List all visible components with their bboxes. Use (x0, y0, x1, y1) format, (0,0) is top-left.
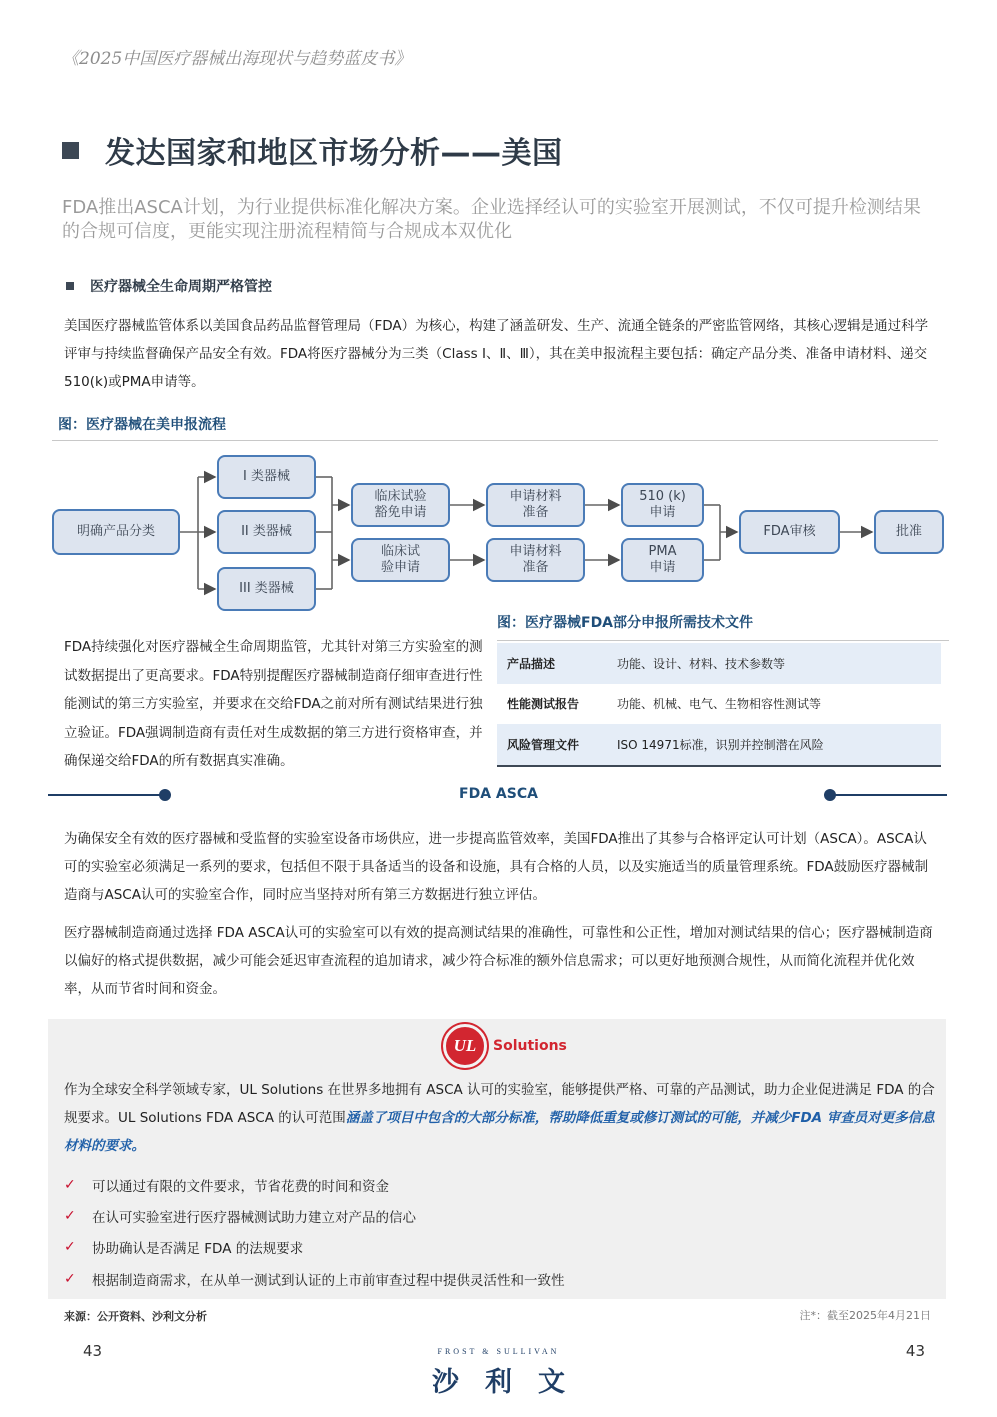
flow-node-clinical-exempt: 临床试验豁免申请 (351, 483, 450, 527)
ul-benefit-list (64, 1169, 924, 1294)
date-note: 注*：截至2025年4月21日 (799, 1309, 931, 1322)
ul-logo-mark: UL (443, 1024, 487, 1068)
brand-logo-chinese: 沙利文 (432, 1367, 591, 1398)
table-row (497, 724, 941, 765)
flow-node-materials-b: 申请材料准备 (486, 538, 585, 582)
table-cell-value: 功能、机械、电气、生物相容性测试等 (617, 697, 822, 712)
ul-paragraph-highlight: 涵盖了项目中包含的大部分标准，帮助降低重复或修订测试的可能，并减少FDA 审查员对更多信息材料的要求。 (64, 1110, 935, 1154)
table-cell-value: ISO 14971标准，识别并控制潜在风险 (617, 737, 824, 752)
page-number-right: 43 (905, 1342, 925, 1360)
document-header-title: 《2025中国医疗器械出海现状与趋势蓝皮书》 (62, 49, 412, 69)
tech-docs-table (497, 643, 941, 767)
subsection-heading-text: 医疗器械全生命周期严格管控 (90, 279, 272, 295)
ul-paragraph (64, 1076, 938, 1160)
section-title-text: 发达国家和地区市场分析——美国 (105, 136, 563, 171)
table-row (497, 684, 941, 725)
table-cell-label: 产品描述 (507, 656, 556, 671)
check-icon: ✓ (64, 1270, 76, 1287)
table-cell-value: 功能、设计、材料、技术参数等 (617, 656, 786, 671)
flowchart (0, 0, 997, 620)
divider-line-right (830, 794, 947, 796)
list-item (64, 1200, 924, 1231)
flow-node-pma: PMA申请 (621, 538, 704, 582)
flow-node-approve: 批准 (874, 510, 944, 554)
flow-node-classify: 明确产品分类 (52, 509, 180, 555)
list-item (64, 1232, 924, 1263)
ul-paragraph-plain: 作为全球安全科学领域专家，UL Solutions 在世界多地拥有 ASCA 认可的实验室，能够提供严格、可靠的产品测试，助力企业促进满足 FDA 的合规要求。UL Solutions FDA ASCA 的认可范围 (64, 1082, 935, 1126)
list-item-text: 协助确认是否满足 FDA 的法规要求 (92, 1241, 304, 1258)
table-row (497, 643, 941, 684)
fda-oversight-paragraph: FDA持续强化对医疗器械全生命周期监管，尤其针对第三方实验室的测试数据提出了更高要求。FDA特别提醒医疗器械制造商仔细审查进行性能测试的第三方实验室，并要求在交给FDA之前对所有测试结果进行独立验证。FDA强调制造商有责任对生成数据的第三方进行资格审查，并确保递交给FDA的所有数据真实准确。 (64, 639, 483, 769)
lead-summary: FDA推出ASCA计划，为行业提供标准化解决方案。企业选择经认可的实验室开展测试，不仅可提升检测结果的合规可信度，更能实现注册流程精简与合规成本双优化 (62, 197, 921, 242)
asca-paragraph-2: 医疗器械制造商通过选择 FDA ASCA认可的实验室可以有效的提高测试结果的准确性，可靠性和公正性，增加对测试结果的信心；医疗器械制造商以偏好的格式提供数据，减少可能会延迟审查流程的追加请求，减少符合标准的额外信息需求；可以更好地预测合规性，从而简化流程并优化效率，从而节省时间和资金。 (64, 925, 933, 997)
asca-paragraph-1: 为确保安全有效的医疗器械和受监督的实验室设备市场供应，进一步提高监管效率，美国FDA推出了其参与合格评定认可计划（ASCA）。ASCA认可的实验室必须满足一系列的要求，包括但不限于具备适当的设备和设施，具有合格的人员，以及实施适当的质量管理系统。FDA鼓励医疗器械制造商与ASCA认可的实验室合作，同时应当坚持对所有第三方数据进行独立评估。 (64, 831, 929, 903)
section-divider-label: FDA ASCA (459, 786, 538, 802)
table-cell-label: 性能测试报告 (507, 697, 580, 712)
figure2-title: 图：医疗器械FDA部分申报所需技术文件 (497, 615, 754, 631)
table-cell-label: 风险管理文件 (507, 737, 580, 752)
ul-logo-text: Solutions (493, 1038, 567, 1054)
list-item-text: 在认可实验室进行医疗器械测试助力建立对产品的信心 (92, 1209, 416, 1226)
check-icon: ✓ (64, 1176, 76, 1193)
list-item-text: 根据制造商需求，在从单一测试到认证的上市前审查过程中提供灵活性和一致性 (92, 1272, 565, 1289)
brand-logo-english: FROST & SULLIVAN (437, 1347, 560, 1356)
flow-node-clinical-apply: 临床试验申请 (351, 538, 450, 582)
flow-node-fda-review: FDA审核 (739, 510, 840, 554)
flow-node-class1: I 类器械 (217, 455, 316, 499)
page-number-left: 43 (83, 1342, 103, 1360)
flow-node-materials-a: 申请材料准备 (486, 483, 585, 527)
check-icon: ✓ (64, 1207, 76, 1224)
flow-node-class2: II 类器械 (217, 510, 316, 554)
intro-paragraph: 美国医疗器械监管体系以美国食品药品监督管理局（FDA）为核心，构建了涵盖研发、生产、流通全链条的严密监管网络，其核心逻辑是通过科学评审与持续监督确保产品安全有效。FDA将医疗器械分为三类（Class Ⅰ、Ⅱ、Ⅲ），其在美申报流程主要包括：确定产品分类、准备申请材料、递交510(k)或PMA申请等。 (64, 318, 929, 390)
list-item-text: 可以通过有限的文件要求，节省花费的时间和资金 (92, 1178, 389, 1195)
flow-node-510k: 510 (k)申请 (621, 483, 704, 527)
figure2-rule (497, 640, 949, 641)
list-item (64, 1263, 924, 1294)
ul-solutions-logo (443, 1024, 567, 1068)
source-note: 来源：公开资料、沙利文分析 (64, 1310, 207, 1323)
figure1-title: 图：医疗器械在美申报流程 (58, 417, 226, 433)
flow-node-class3: III 类器械 (217, 567, 316, 611)
check-icon: ✓ (64, 1239, 76, 1256)
list-item (64, 1169, 924, 1200)
